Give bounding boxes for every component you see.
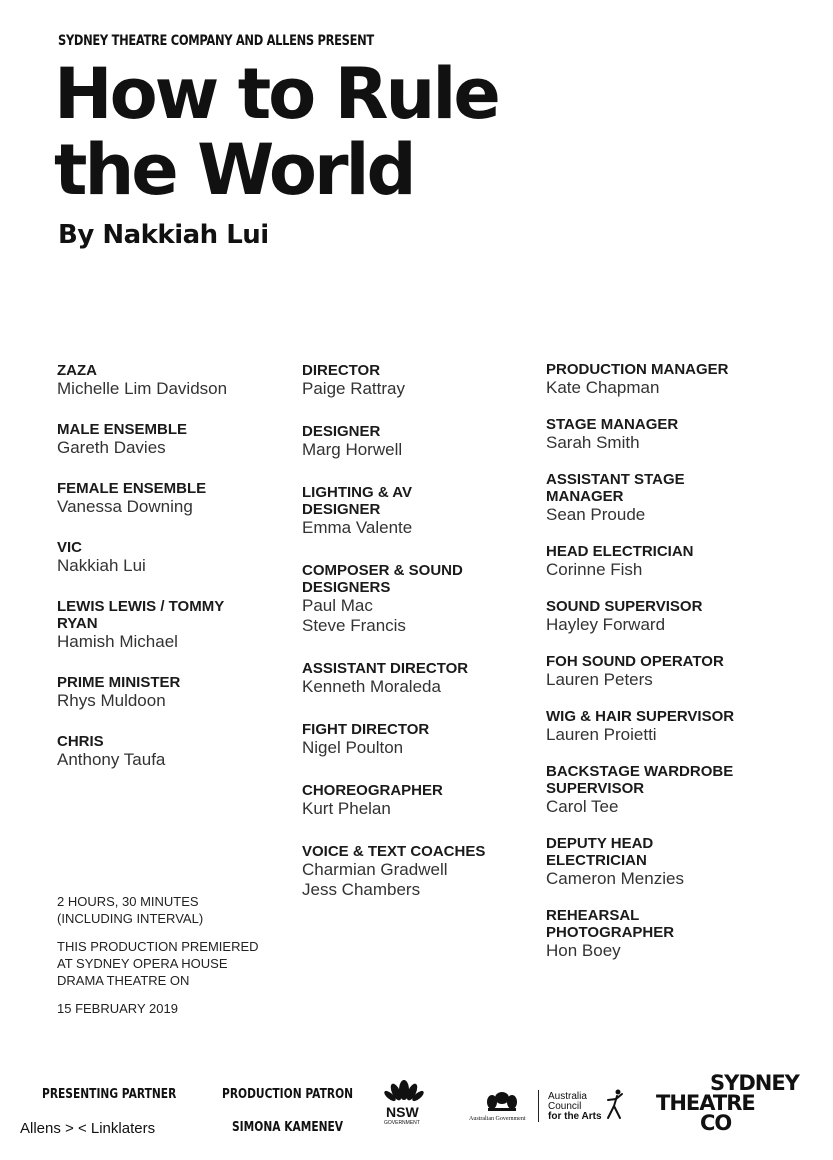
australian-government-text: Australian Government <box>469 1116 526 1122</box>
credit-name: Emma Valente <box>302 518 413 537</box>
production-patron-label: PRODUCTION PATRON <box>222 1087 354 1102</box>
credit-entry <box>546 543 746 580</box>
credit-entry <box>57 421 257 458</box>
credit-role: CHRIS <box>57 733 104 750</box>
credit-name: Cameron Menzies <box>546 869 684 888</box>
credit-entry <box>546 361 746 398</box>
credit-entry <box>546 471 746 525</box>
premiere-line: THIS PRODUCTION PREMIERED <box>57 939 259 954</box>
credit-name: Kate Chapman <box>546 378 660 397</box>
credit-role: WIG & HAIR SUPERVISOR <box>546 708 735 725</box>
credit-name: Corinne Fish <box>546 560 643 579</box>
premiere-line: DRAMA THEATRE ON <box>57 973 190 988</box>
credit-entry <box>57 598 257 652</box>
arts-council-line: Australia <box>548 1091 587 1102</box>
premiere-line: AT SYDNEY OPERA HOUSE <box>57 956 228 971</box>
credit-name: Gareth Davies <box>57 438 166 457</box>
credit-role: STAGE MANAGER <box>546 416 679 433</box>
premiere-date: 15 FEBRUARY 2019 <box>57 1001 178 1016</box>
credit-entry <box>546 708 746 745</box>
duration-text <box>57 893 259 927</box>
credit-role: FIGHT DIRECTOR <box>302 721 430 738</box>
credit-name: Paul Mac <box>302 596 373 615</box>
credit-role: FOH SOUND OPERATOR <box>546 653 724 670</box>
presenting-partner-logo: Allens > < Linklaters <box>20 1120 156 1137</box>
credit-entry <box>302 660 492 697</box>
dancer-icon <box>604 1088 624 1122</box>
credit-role: FEMALE ENSEMBLE <box>57 480 207 497</box>
credit-role: DEPUTY HEAD ELECTRICIAN <box>546 835 654 869</box>
credit-entry <box>302 484 492 538</box>
credit-role: ZAZA <box>57 362 97 379</box>
credit-name: Rhys Muldoon <box>57 691 166 710</box>
show-title-line2: the World <box>54 129 414 211</box>
credit-entry <box>302 721 492 758</box>
credit-role: PRODUCTION MANAGER <box>546 361 729 378</box>
credit-role: ASSISTANT DIRECTOR <box>302 660 469 677</box>
byline: By Nakkiah Lui <box>58 220 269 250</box>
credit-role: PRIME MINISTER <box>57 674 181 691</box>
credit-name: Marg Horwell <box>302 440 403 459</box>
credit-name: Sarah Smith <box>546 433 640 452</box>
credit-name: Hayley Forward <box>546 615 666 634</box>
cast-column <box>57 362 257 792</box>
stc-logo-line: CO <box>700 1111 732 1135</box>
credit-role: VOICE & TEXT COACHES <box>302 843 486 860</box>
credit-entry <box>546 763 746 817</box>
stc-logo-line: SYDNEY <box>710 1071 799 1095</box>
credit-entry <box>57 480 257 517</box>
credit-entry <box>546 598 746 635</box>
credit-role: MALE ENSEMBLE <box>57 421 188 438</box>
crew-column <box>546 361 746 979</box>
credit-entry <box>302 782 492 819</box>
credit-entry <box>546 653 746 690</box>
credit-entry <box>546 835 746 889</box>
credit-role: VIC <box>57 539 83 556</box>
show-title-line1: How to Rule <box>54 53 498 135</box>
credit-name: Anthony Taufa <box>57 750 166 769</box>
credit-name: Kurt Phelan <box>302 799 391 818</box>
credit-name: Lauren Proietti <box>546 725 657 744</box>
nsw-logo-text: NSW <box>386 1104 419 1120</box>
duration-line: 2 HOURS, 30 MINUTES <box>57 894 199 909</box>
credit-entry <box>302 843 492 900</box>
arts-council-logo <box>548 1092 602 1122</box>
credit-entry <box>546 907 746 961</box>
creatives-column <box>302 362 492 924</box>
coat-of-arms-icon <box>484 1090 520 1112</box>
credit-name: Hamish Michael <box>57 632 178 651</box>
credit-entry <box>302 362 492 399</box>
credit-entry <box>57 674 257 711</box>
credit-role: SOUND SUPERVISOR <box>546 598 703 615</box>
production-patron-name: SIMONA KAMENEV <box>232 1120 344 1135</box>
credit-entry <box>57 362 257 399</box>
credit-role: BACKSTAGE WARDROBE SUPERVISOR <box>546 763 734 797</box>
presenting-partner-label: PRESENTING PARTNER <box>42 1087 177 1102</box>
credit-name: Hon Boey <box>546 941 621 960</box>
premiere-text <box>57 938 259 989</box>
credit-name: Lauren Peters <box>546 670 653 689</box>
credit-role: DESIGNER <box>302 423 381 440</box>
duration-note: (INCLUDING INTERVAL) <box>57 911 204 926</box>
credit-entry <box>57 733 257 770</box>
nsw-logo-subtext: GOVERNMENT <box>384 1120 420 1126</box>
nsw-waratah-icon <box>384 1074 424 1104</box>
credit-entry <box>57 539 257 576</box>
credit-role: HEAD ELECTRICIAN <box>546 543 694 560</box>
credit-role: CHOREOGRAPHER <box>302 782 443 799</box>
credit-name: Michelle Lim Davidson <box>57 379 228 398</box>
arts-council-line: Council <box>548 1101 582 1112</box>
show-title <box>54 53 498 211</box>
credit-name: Carol Tee <box>546 797 619 816</box>
divider <box>538 1090 539 1122</box>
credit-name: Kenneth Moraleda <box>302 677 441 696</box>
sponsor-footer <box>0 1070 833 1150</box>
credit-name: Nakkiah Lui <box>57 556 146 575</box>
credit-role: LIGHTING & AV DESIGNER <box>302 484 412 518</box>
credit-entry <box>302 423 492 460</box>
credit-name: Jess Chambers <box>302 880 421 899</box>
arts-council-line: for the Arts <box>548 1111 602 1122</box>
production-info <box>57 893 259 1028</box>
credit-name: Steve Francis <box>302 616 406 635</box>
credit-name: Vanessa Downing <box>57 497 193 516</box>
presenter-line: SYDNEY THEATRE COMPANY AND ALLENS PRESENT <box>58 33 374 49</box>
stc-logo-line: THEATRE <box>656 1091 755 1115</box>
credit-entry <box>546 416 746 453</box>
credit-name: Sean Proude <box>546 505 646 524</box>
credit-role: DIRECTOR <box>302 362 381 379</box>
credit-name: Paige Rattray <box>302 379 405 398</box>
credit-role: REHEARSAL PHOTOGRAPHER <box>546 907 675 941</box>
credit-role: ASSISTANT STAGE MANAGER <box>546 471 685 505</box>
credit-name: Charmian Gradwell <box>302 860 448 879</box>
credit-role: LEWIS LEWIS / TOMMY RYAN <box>57 598 224 632</box>
credit-role: COMPOSER & SOUND DESIGNERS <box>302 562 463 596</box>
sydney-theatre-company-logo <box>656 1073 799 1133</box>
credit-name: Nigel Poulton <box>302 738 404 757</box>
credit-entry <box>302 562 492 636</box>
